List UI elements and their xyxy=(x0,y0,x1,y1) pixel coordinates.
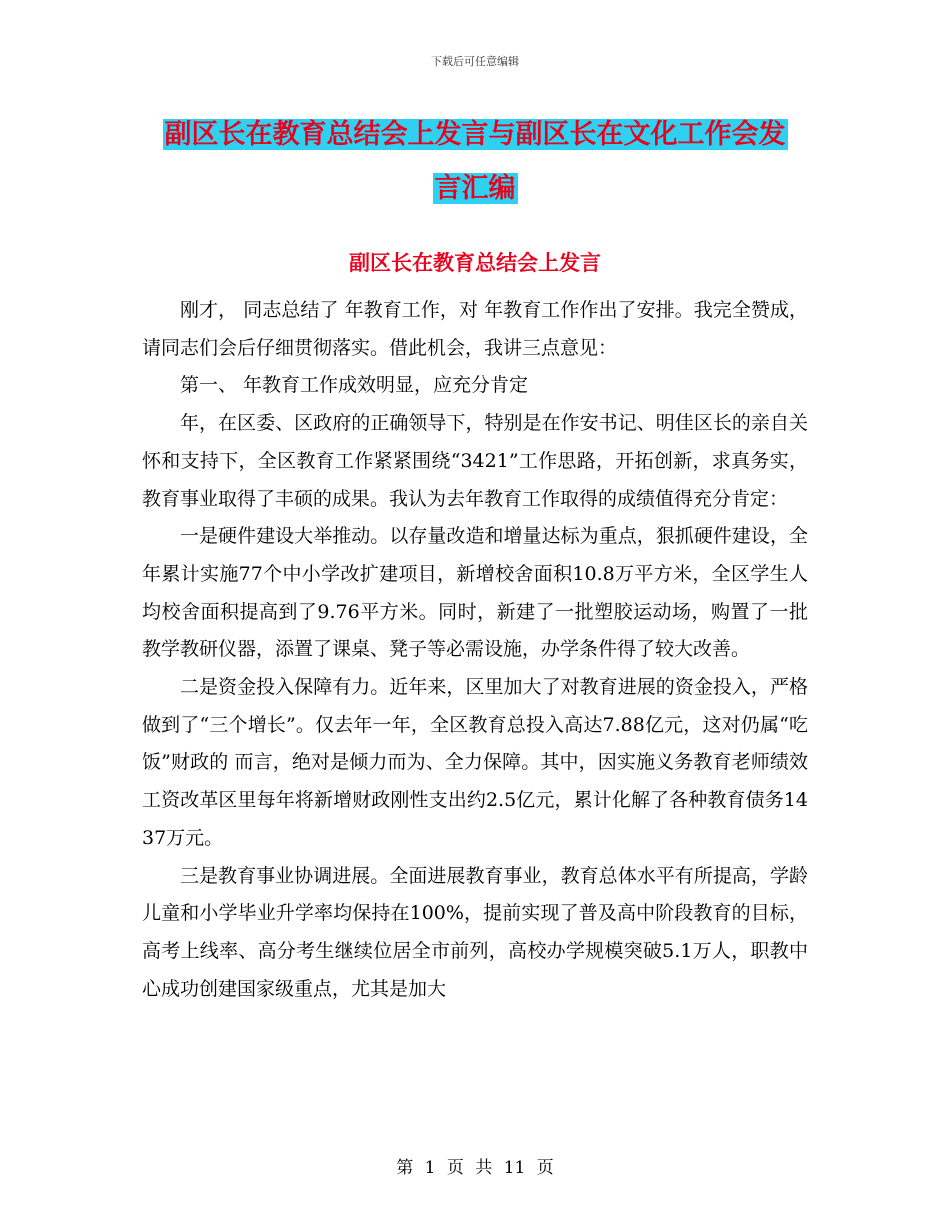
document-title-line-2: 言汇编 xyxy=(434,173,516,204)
document-title-line-1: 副区长在教育总结会上发言与副区长在文化工作会发 xyxy=(164,119,786,150)
paragraph: 一是硬件建设大举推动。以存量改造和增量达标为重点，狠抓硬件建设，全年累计实施77个中小学改扩建项目，新增校舍面积10.8万平方米，全区学生人均校舍面积提高到了9.76平方米。同时，新建了一批塑胶运动场，购置了一批教学教研仪器，添置了课桌、凳子等必需设施，办学条件得了较大改善。 xyxy=(142,525,808,661)
body-text xyxy=(142,292,808,1008)
paragraph: 年，在区委、区政府的正确领导下，特别是在作安书记、明佳区长的亲自关怀和支持下，全区教育工作紧紧围绕“3421”工作思路，开拓创新，求真务实，教育事业取得了丰硕的成果。我认为去年教育工作取得的成绩值得充分肯定： xyxy=(142,412,808,510)
paragraph: 二是资金投入保障有力。近年来，区里加大了对教育进展的资金投入，严格做到了“三个增长”。仅去年一年，全区教育总投入高达7.88亿元，这对仍属“吃饭”财政的 而言，绝对是倾力而为、全力保障。其中，因实施义务教育老师绩效工资改革区里每年将新增财政刚性支出约2.5亿元，累计化解了各种教育债务1437万元。 xyxy=(142,676,808,849)
header-note: 下载后可任意编辑 xyxy=(431,55,519,68)
paragraph: 第一、 年教育工作成效明显，应充分肯定 xyxy=(180,374,529,397)
document-title xyxy=(140,108,810,216)
section-title: 副区长在教育总结会上发言 xyxy=(349,251,601,275)
paragraph: 三是教育事业协调进展。全面进展教育事业，教育总体水平有所提高，学龄儿童和小学毕业升学率均保持在100%，提前实现了普及高中阶段教育的目标，高考上线率、高分考生继续位居全市前列，高校办学规模突破5.1万人，职教中心成功创建国家级重点，尤其是加大 xyxy=(142,864,808,1000)
page-number: 第 1 页 共 11 页 xyxy=(396,1158,554,1178)
paragraph: 刚才， 同志总结了 年教育工作，对 年教育工作作出了安排。我完全赞成，请同志们会后仔细贯彻落实。借此机会，我讲三点意见： xyxy=(142,299,808,359)
